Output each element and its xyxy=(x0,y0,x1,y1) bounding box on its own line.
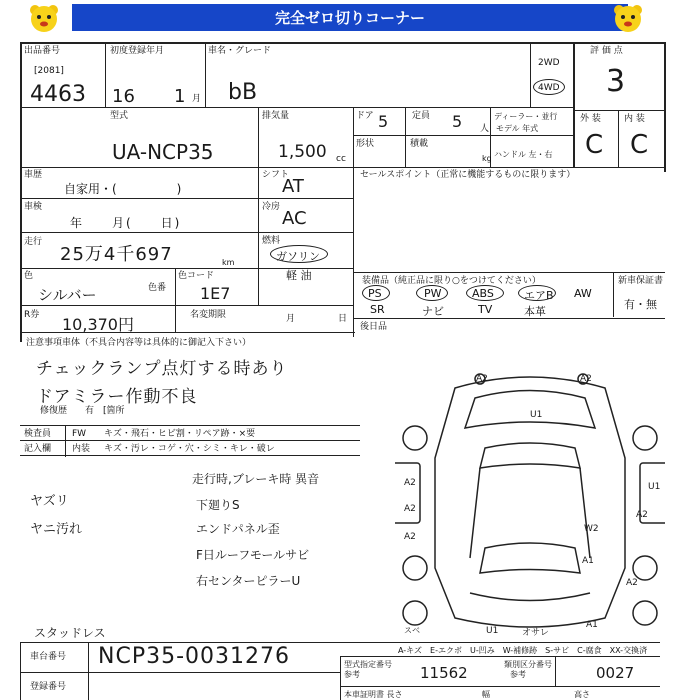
width-label: 幅 xyxy=(482,690,490,699)
interior-grade: C xyxy=(630,130,649,160)
inspector-label: 検査員 xyxy=(24,429,52,439)
mark-slip: スベ xyxy=(404,626,420,635)
doors-value: 5 xyxy=(378,112,389,131)
mark-rear-right: A1 xyxy=(586,620,598,630)
mark-left-front-door: A2 xyxy=(404,478,416,488)
exterior-grade: C xyxy=(585,130,604,160)
2wd-label: 2WD xyxy=(538,58,560,68)
type-reference-label: 参考 xyxy=(344,670,360,679)
handnote-noise: 走行時,ブレーキ時 異音 xyxy=(192,472,320,486)
handnote-pillar: 右センターピラーU xyxy=(196,574,301,588)
reg-year: 16 xyxy=(112,86,135,107)
4wd-circle xyxy=(533,79,565,95)
writer-items: キズ・汚レ・コゲ・穴・シミ・キレ・破レ xyxy=(104,444,275,454)
notes-title: 注意事項車体（不具合内容等は具体的に御記入下さい） xyxy=(26,338,252,348)
first-reg-label: 初度登録年月 xyxy=(110,46,165,56)
equipment-pw: PW xyxy=(424,287,442,300)
capacity-label: 定員 xyxy=(412,111,431,121)
equipment-pw-circle xyxy=(416,285,448,301)
color-no-label: 色番 xyxy=(148,283,167,293)
damage-legend: A-キズ E-エクボ U-凹み W-補修跡 S-サビ C-腐食 XX-交換済 xyxy=(398,646,648,655)
inspector-fw: FW xyxy=(72,429,87,439)
model-label: 型式 xyxy=(110,111,129,121)
r-ticket-label: R券 xyxy=(24,310,40,320)
equipment-aw: AW xyxy=(574,287,592,300)
cooler-label: 冷房 xyxy=(262,202,281,212)
lot-number: 4463 xyxy=(30,82,86,107)
handnote-roof-mold: F日ルーフモールサビ xyxy=(196,548,310,562)
evaluation-score: 3 xyxy=(606,64,626,99)
equipment-list xyxy=(360,287,610,319)
mark-hood: U1 xyxy=(530,410,543,420)
equipment-ps-circle xyxy=(362,285,390,301)
car-name: bB xyxy=(228,80,258,105)
name-change-label: 名変期限 xyxy=(190,310,227,320)
exterior-label: 外 装 xyxy=(580,114,601,124)
equipment-abs-circle xyxy=(466,285,504,301)
type-designation-value: 11562 xyxy=(420,664,468,682)
chassis-no-value: NCP35-0031276 xyxy=(98,644,290,669)
fuel-gasoline-circle xyxy=(270,245,328,263)
interior-label: 内 装 xyxy=(624,114,645,124)
4wd-label: 4WD xyxy=(538,83,560,93)
inspector-items: キズ・飛石・ヒビ割・リペア跡・×要 xyxy=(104,429,256,439)
color-value: シルバー xyxy=(38,286,97,304)
km-unit: km xyxy=(222,258,235,267)
reg-no-label: 登録番号 xyxy=(30,682,67,692)
mark-roof: W2 xyxy=(584,524,599,534)
name-change-day: 日 xyxy=(338,314,348,324)
name-change-month: 月 xyxy=(286,314,296,324)
writer-interior: 内装 xyxy=(72,444,91,454)
sales-point-label: セールスポイント（正常に機能するものに限ります） xyxy=(360,170,576,180)
handle-label: ハンドル 左・右 xyxy=(494,150,553,159)
rear-seat-label: 後日品 xyxy=(360,322,388,332)
reg-month-unit: 月 xyxy=(192,94,202,104)
mark-rear-left: U1 xyxy=(486,626,499,636)
banner-title: 完全ゼロ切りコーナー xyxy=(72,4,628,31)
dealer-label: ディーラー・並行 xyxy=(494,112,558,121)
equipment-sr: SR xyxy=(370,303,385,316)
car-grade-label: 車名・グレード xyxy=(208,46,272,56)
handnote-underbody: 下廻りS xyxy=(196,498,240,512)
fuel-diesel: 軽 油 xyxy=(286,269,312,282)
model-value: UA-NCP35 xyxy=(112,140,214,164)
doors-label: ドア xyxy=(356,111,374,121)
car-damage-diagram xyxy=(395,368,665,638)
equipment-tv: TV xyxy=(478,303,493,316)
color-code-value: 1E7 xyxy=(200,284,231,303)
r-ticket-value: 10,370円 xyxy=(62,315,134,334)
equipment-abs: ABS xyxy=(472,287,494,300)
note-check-lamp: チェックランプ点灯する時あり xyxy=(36,359,288,379)
mark-front-left: A2 xyxy=(476,374,488,384)
inspection-template: 年 月( 日) xyxy=(70,216,182,230)
chassis-no-label: 車台番号 xyxy=(30,652,67,662)
equipment-navi: ナビ xyxy=(422,305,444,318)
height-label: 高さ xyxy=(574,690,590,699)
lot-count: [2081] xyxy=(34,66,64,76)
mark-front-right: A2 xyxy=(580,374,592,384)
kg-unit: kg xyxy=(482,154,492,163)
displacement-label: 排気量 xyxy=(262,111,290,121)
lot-no-label: 出品番号 xyxy=(24,46,61,56)
handnote-tar-stain: ヤニ汚れ xyxy=(30,522,83,537)
bear-logo-left-icon xyxy=(28,2,60,34)
cooler-value: AC xyxy=(282,208,307,229)
equipment-ps: PS xyxy=(368,287,382,300)
history-options: 自家用・( ) xyxy=(64,182,182,196)
type-designation-label: 型式指定番号 xyxy=(344,660,392,669)
load-label: 積載 xyxy=(410,139,429,149)
equipment-airbag: エアB xyxy=(524,289,554,302)
shift-label: シフト xyxy=(262,170,290,180)
mark-left-rear-door: A2 xyxy=(404,532,416,542)
note-door-mirror: ドアミラー作動不良 xyxy=(36,387,198,407)
mark-right-front-door: U1 xyxy=(648,482,661,492)
capacity-value: 5 xyxy=(452,112,463,131)
handnote-end-panel: エンドパネル歪 xyxy=(196,522,280,536)
reg-month: 1 xyxy=(174,86,186,107)
fuel-gasoline: ガソリン xyxy=(276,250,320,263)
cc-unit: cc xyxy=(336,154,346,164)
person-unit: 人 xyxy=(480,124,490,134)
color-code-label: 色コード xyxy=(178,271,215,281)
evaluation-label: 評 価 点 xyxy=(590,46,623,56)
repair-history-label: 修復歴 有 [箇所 xyxy=(40,406,125,416)
equipment-label: 装備品（純正品に限り○をつけてください） xyxy=(362,276,541,286)
equipment-airbag-circle xyxy=(518,285,556,301)
mark-rear-bumper: オサレ xyxy=(522,628,549,638)
mark-rear-pillar: A1 xyxy=(582,556,594,566)
category-label: 類別区分番号 xyxy=(504,660,552,669)
mileage-value: 25万4千697 xyxy=(60,244,173,265)
mark-right-rear: A2 xyxy=(626,578,638,588)
warranty-options: 有・無 xyxy=(624,298,657,311)
equipment-leather: 本革 xyxy=(524,305,546,318)
handnote-studless: スタッドレス xyxy=(34,626,106,640)
displacement-value: 1,500 xyxy=(278,142,327,162)
shift-value: AT xyxy=(282,176,304,197)
handnote-file: ヤズリ xyxy=(30,494,69,509)
mileage-label: 走行 xyxy=(24,237,43,247)
history-label: 車歴 xyxy=(24,170,43,180)
inspection-label: 車検 xyxy=(24,202,43,212)
shape-label: 形状 xyxy=(356,139,375,149)
mark-right-center: A2 xyxy=(636,510,648,520)
category-reference-label: 参考 xyxy=(510,670,526,679)
cert-length-label: 本車証明書 長さ xyxy=(344,690,403,699)
category-value: 0027 xyxy=(596,664,635,682)
warranty-label: 新車保証書 xyxy=(618,276,664,286)
color-label: 色 xyxy=(24,271,34,281)
bear-logo-right-icon xyxy=(612,2,644,34)
mark-left-center: A2 xyxy=(404,504,416,514)
model-year-label: モデル 年式 xyxy=(496,124,539,133)
fuel-label: 燃料 xyxy=(262,236,281,246)
writer-label: 記入欄 xyxy=(24,444,52,454)
